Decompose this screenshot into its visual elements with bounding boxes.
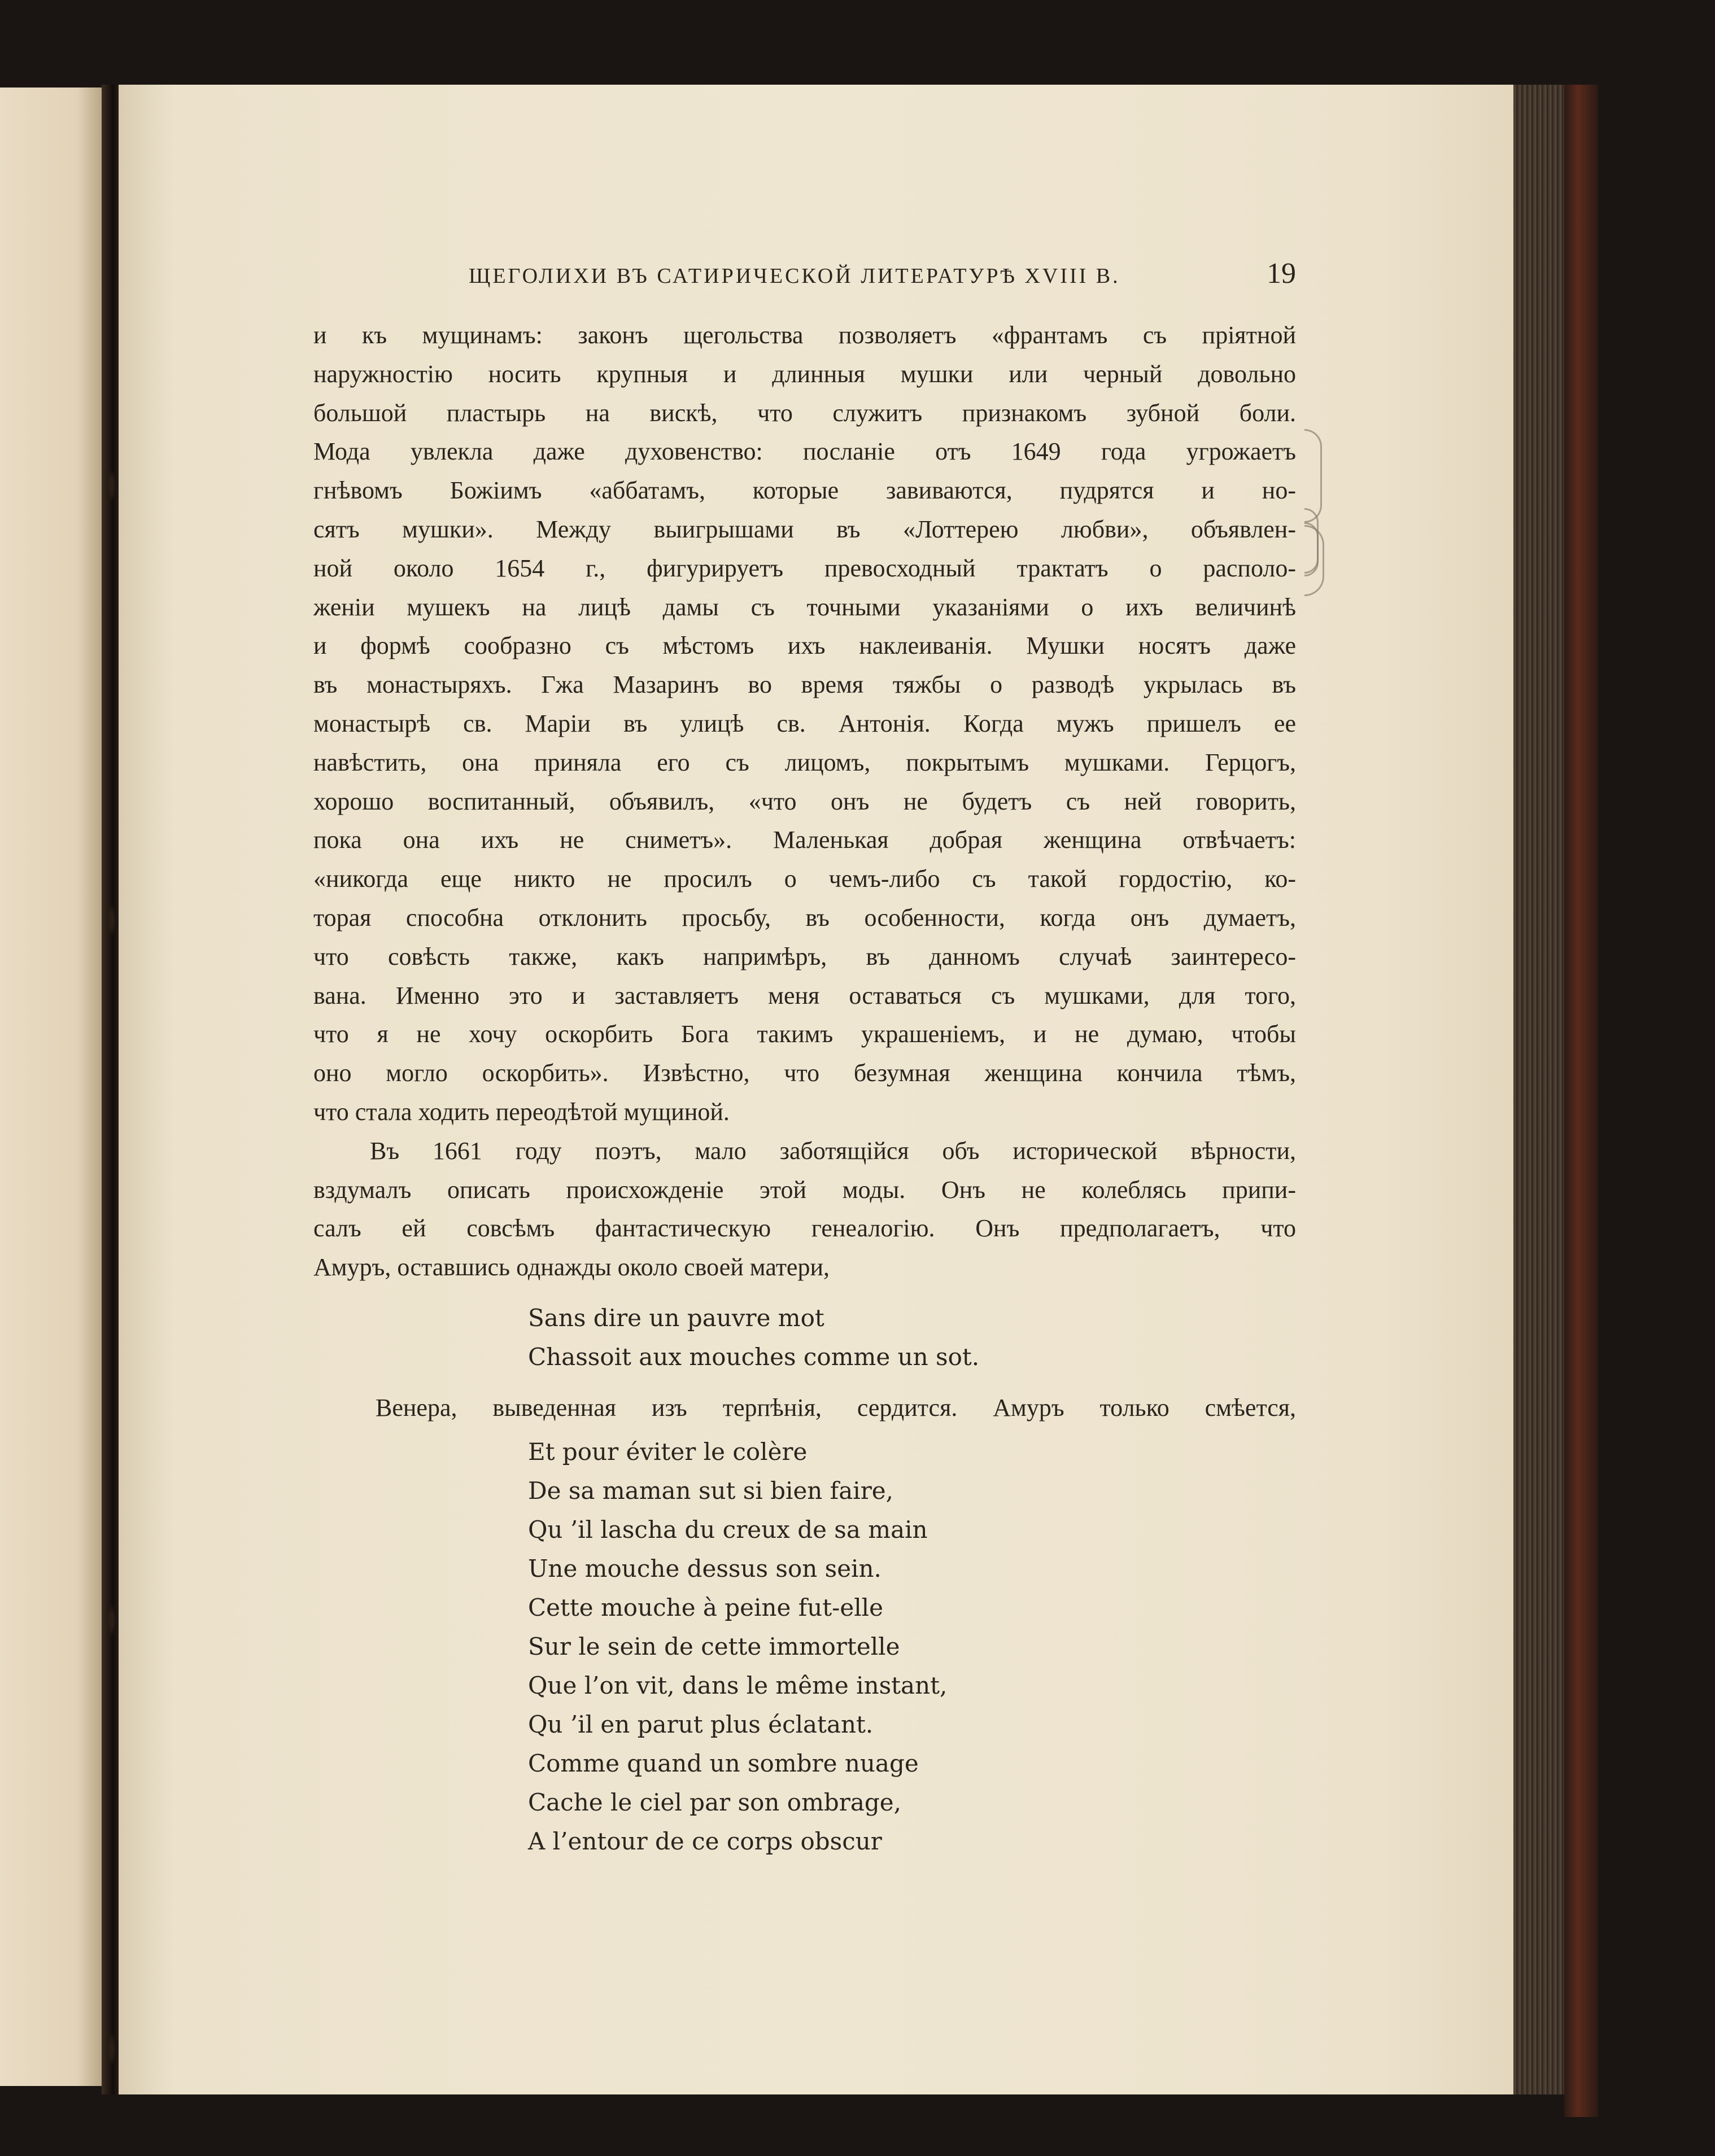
text-line: Венера, выведенная изъ терпѣнія, сердится. Амуръ только смѣется, (376, 1394, 1296, 1422)
text-line: монастырѣ св. Маріи въ улицѣ св. Антонія. Когда мужъ пришелъ ее (313, 709, 1296, 737)
paragraph-2 (313, 1132, 1296, 1287)
verse-line: Qu ’il lascha du creux de sa main (528, 1516, 928, 1543)
binding-stitch (106, 903, 116, 937)
left-page-edge (0, 88, 110, 2086)
text-line: Амуръ, оставшись однажды около своей матери, (313, 1253, 830, 1282)
text-line: оно могло оскорбить». Извѣстно, что безумная женщина кончила тѣмъ, (313, 1059, 1296, 1087)
verse-line: Chassoit aux mouches comme un sot. (528, 1343, 980, 1371)
verse-line: Sur le sein de cette immortelle (528, 1633, 900, 1660)
text-line: торая способна отклонить просьбу, въ особенности, когда онъ думаетъ, (313, 903, 1296, 932)
binding-stitch (106, 469, 116, 502)
verse-line: Cache le ciel par son ombrage, (528, 1788, 901, 1816)
verse-line: Cette mouche à peine fut-elle (528, 1594, 883, 1621)
text-line: что совѣсть также, какъ напримѣръ, въ данномъ случаѣ заинтересо- (313, 942, 1296, 970)
text-line: и формѣ сообразно съ мѣстомъ ихъ наклеиванія. Мушки носятъ даже (313, 632, 1296, 660)
text-line: пока она ихъ не сниметъ». Маленькая добрая женщина отвѣчаетъ: (313, 826, 1296, 854)
page-number: 19 (1267, 257, 1296, 290)
text-line: Мода увлекла даже духовенство: посланіе отъ 1649 года угрожаетъ (313, 438, 1296, 466)
verse-quote-1 (528, 1298, 979, 1376)
book-cover-edge (1564, 85, 1598, 2117)
text-line: ной около 1654 г., фигурируетъ превосходный трактатъ о располо- (313, 554, 1296, 582)
verse-line: Comme quand un sombre nuage (528, 1750, 919, 1777)
text-line: салъ ей совсѣмъ фантастическую генеалогію. Онъ предполагаетъ, что (313, 1214, 1296, 1243)
verse-line: Sans dire un pauvre mot (528, 1304, 824, 1332)
text-line: Въ 1661 году поэтъ, мало заботящійся объ исторической вѣрности, (370, 1136, 1296, 1165)
text-line: и къ мущинамъ: законъ щегольства позволяетъ «франтамъ съ пріятной (313, 321, 1296, 349)
text-line: что стала ходить переодѣтой мущиной. (313, 1097, 730, 1126)
running-title: ЩЕГОЛИХИ ВЪ САТИРИЧЕСКОЙ ЛИТЕРАТУРѢ XVIII В. (469, 264, 1120, 288)
text-line: большой пластырь на вискѣ, что служитъ признакомъ зубной боли. (313, 399, 1296, 427)
verse-line: Et pour éviter le colère (528, 1438, 808, 1466)
text-line: женіи мушекъ на лицѣ дамы съ точными указаніями о ихъ величинѣ (313, 593, 1296, 621)
body-text (313, 316, 1296, 1287)
text-line: наружностію носить крупныя и длинныя мушки или черный довольно (313, 360, 1296, 388)
verse-line: Qu ’il en parut plus éclatant. (528, 1711, 874, 1738)
text-line: вздумалъ описать происхожденіе этой моды. Онъ не колеблясь припи- (313, 1175, 1296, 1204)
text-line: сятъ мушки». Между выигрышами въ «Лоттерею любви», объявлен- (313, 515, 1296, 543)
text-line: вана. Именно это и заставляетъ меня оставаться съ мушками, для того, (313, 981, 1296, 1009)
page-header (313, 257, 1296, 291)
verse-line: Que l’on vit, dans le même instant, (528, 1672, 948, 1699)
text-line: «никогда еще никто не просилъ о чемъ-либо съ такой гордостію, ко- (313, 865, 1296, 893)
pencil-margin-mark (1304, 508, 1319, 574)
text-line: хорошо воспитанный, объявилъ, «что онъ не будетъ съ ней говорить, (313, 787, 1296, 815)
paragraph-1 (313, 316, 1296, 1132)
text-line: что я не хочу оскорбить Бога такимъ украшеніемъ, и не думаю, чтобы (313, 1020, 1296, 1048)
verse-line: Une mouche dessus son sein. (528, 1555, 881, 1582)
binding-stitch (106, 2032, 116, 2066)
narrative-line (376, 1389, 1296, 1428)
text-line: навѣстить, она приняла его съ лицомъ, покрытымъ мушками. Герцогъ, (313, 748, 1296, 776)
binding-stitch (106, 1603, 116, 1637)
verse-quote-2 (528, 1432, 947, 1861)
verse-line: A l’entour de ce corps obscur (528, 1827, 882, 1855)
text-line: въ монастыряхъ. Гжа Мазаринъ во время тяжбы о разводѣ укрылась въ (313, 671, 1296, 699)
verse-line: De sa maman sut si bien faire, (528, 1477, 894, 1505)
text-line: гнѣвомъ Божіимъ «аббатамъ, которые завиваются, пудрятся и но- (313, 476, 1296, 505)
